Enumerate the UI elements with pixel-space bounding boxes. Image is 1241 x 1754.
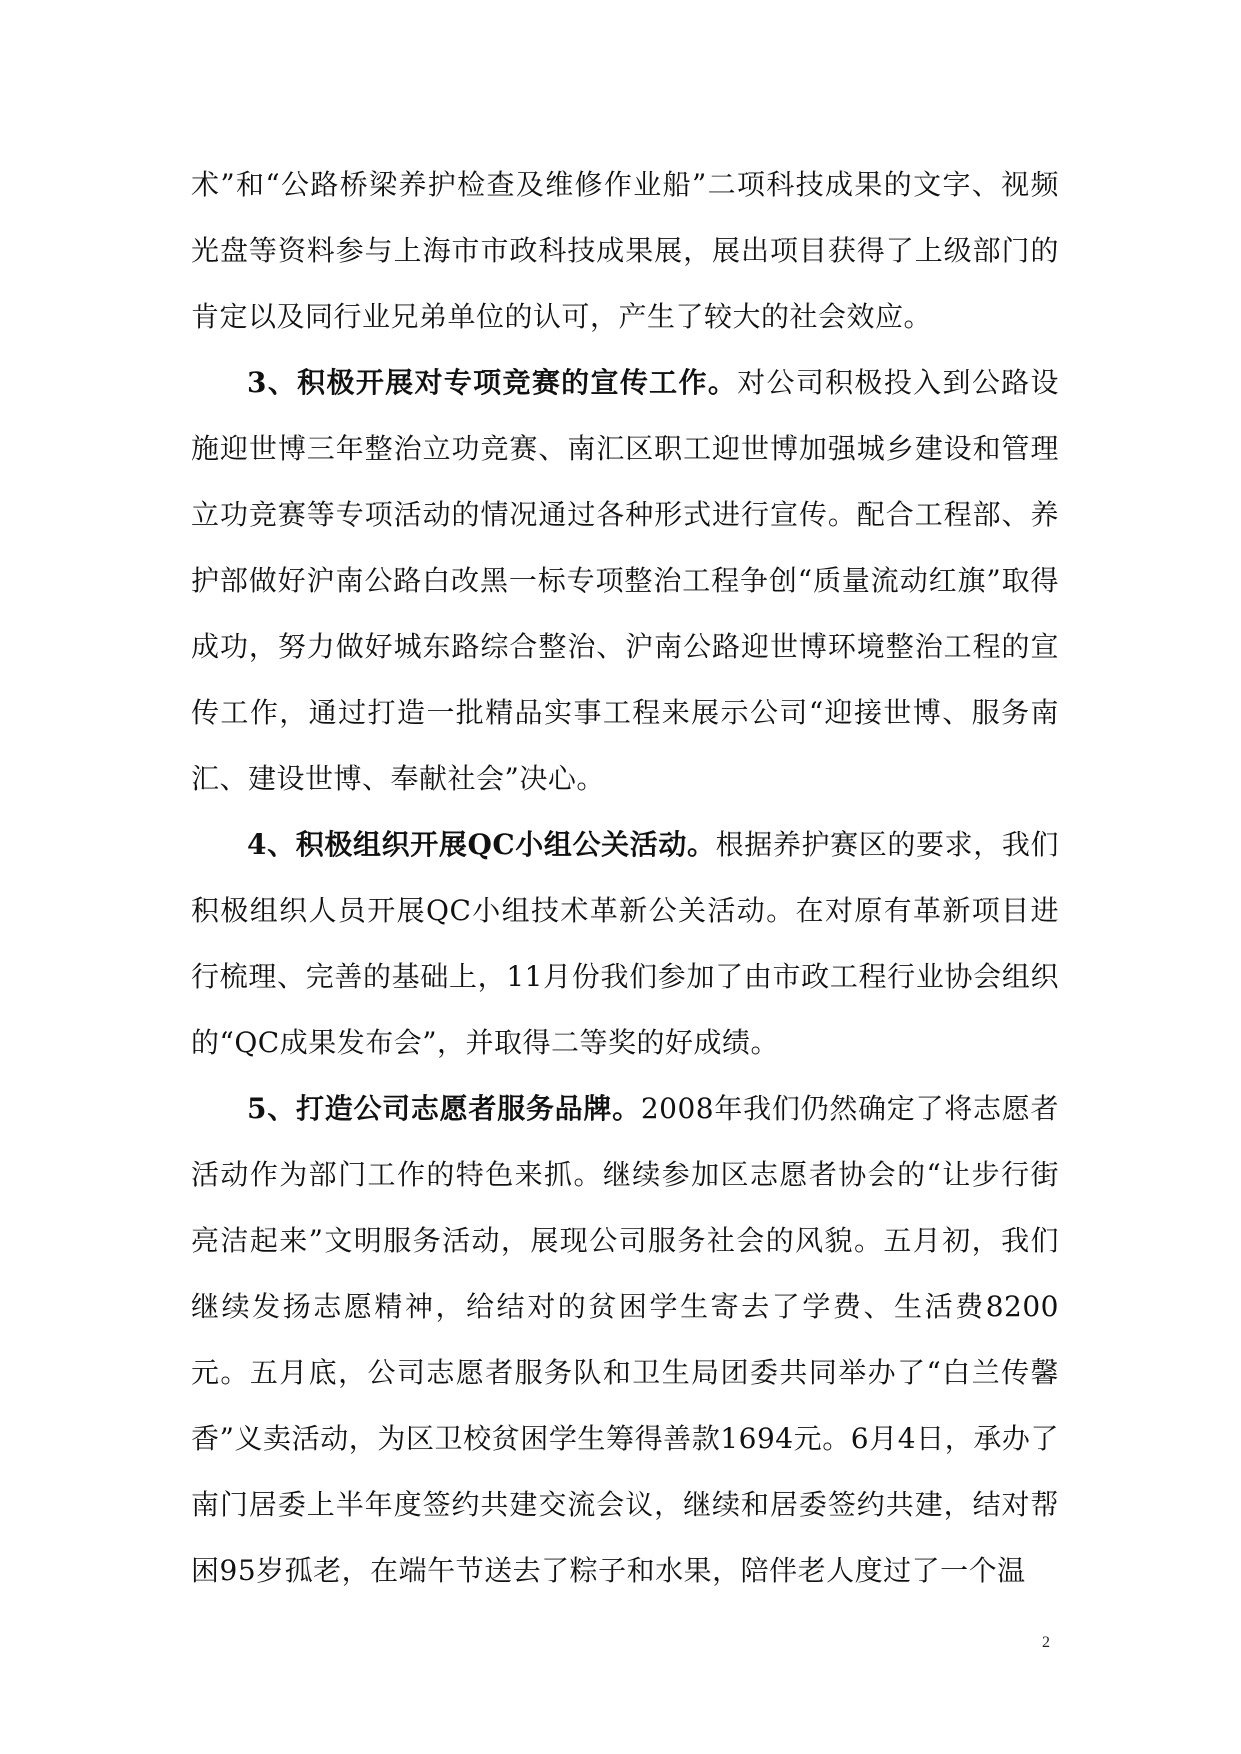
paragraph-text: 术”和“公路桥梁养护检查及维修作业船”二项科技成果的文字、视频光盘等资料参与上海市市政科技成果展，展出项目获得了上级部门的肯定以及同行业兄弟单位的认可，产生了较大的社会效应。: [191, 168, 1059, 333]
paragraph-item-3: [191, 350, 1059, 812]
paragraph-text: 对公司积极投入到公路设施迎世博三年整治立功竞赛、南汇区职工迎世博加强城乡建设和管理立功竞赛等专项活动的情况通过各种形式进行宣传。配合工程部、养护部做好沪南公路白改黑一标专项整治工程争创“质量流动红旗”取得成功，努力做好城东路综合整治、沪南公路迎世博环境整治工程的宣传工作，通过打造一批精品实事工程来展示公司“迎接世博、服务南汇、建设世博、奉献社会”决心。: [191, 366, 1059, 795]
paragraph-text: 2008年我们仍然确定了将志愿者活动作为部门工作的特色来抓。继续参加区志愿者协会的“让步行街亮洁起来”文明服务活动，展现公司服务社会的风貌。五月初，我们继续发扬志愿精神，给结对的贫困学生寄去了学费、生活费8200元。五月底，公司志愿者服务队和卫生局团委共同举办了“白兰传馨香”义卖活动，为区卫校贫困学生筹得善款1694元。6月4日，承办了南门居委上半年度签约共建交流会议，继续和居委签约共建，结对帮困95岁孤老，在端午节送去了粽子和水果，陪伴老人度过了一个温: [191, 1092, 1060, 1587]
paragraph-item-4: [191, 812, 1059, 1076]
paragraph-item-5: [191, 1076, 1059, 1604]
body-text: [191, 152, 1059, 1604]
page-number: 2: [1042, 1634, 1050, 1651]
paragraph-heading: 5、打造公司志愿者服务品牌。: [247, 1092, 641, 1125]
paragraph-heading: 4、积极组织开展QC小组公关活动。: [247, 828, 716, 861]
paragraph-heading: 3、积极开展对专项竞赛的宣传工作。: [247, 366, 738, 399]
paragraph-continuation: [191, 152, 1059, 350]
paragraph-text: 根据养护赛区的要求，我们积极组织人员开展QC小组技术革新公关活动。在对原有革新项目进行梳理、完善的基础上，11月份我们参加了由市政工程行业协会组织的“QC成果发布会”，并取得二等奖的好成绩。: [191, 828, 1059, 1059]
